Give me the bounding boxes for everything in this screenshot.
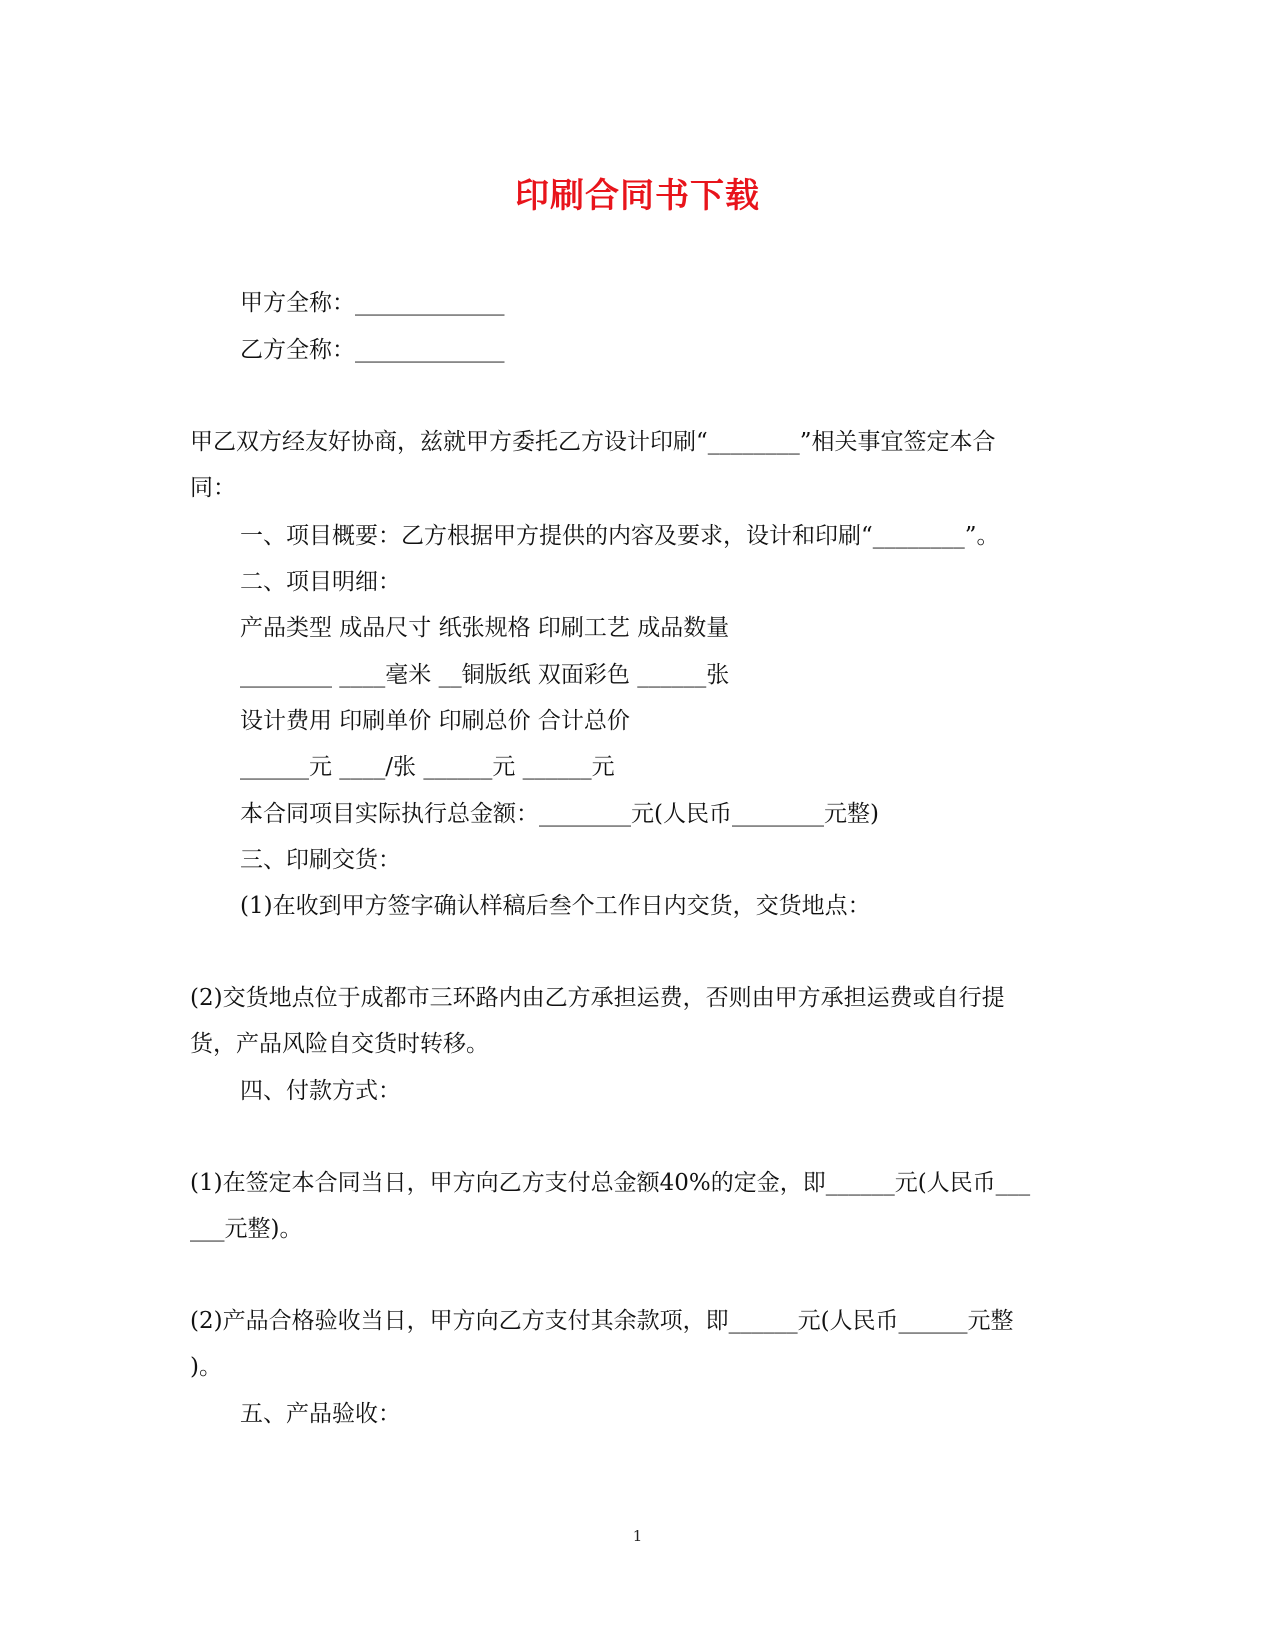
delivery-clause-2-line-1: (2)交货地点位于成都市三环路内由乙方承担运费，否则由甲方承担运费或自行提 bbox=[190, 985, 1005, 1011]
intro-paragraph-line-1: 甲乙双方经友好协商，兹就甲方委托乙方设计印刷“________”相关事宜签定本合 bbox=[190, 429, 996, 455]
section-2-heading: 二、项目明细： bbox=[240, 569, 401, 595]
price-table-values: ______元 ____/张 ______元 ______元 bbox=[240, 754, 615, 780]
party-b-name-line: 乙方全称：_____________ bbox=[240, 337, 505, 363]
intro-paragraph-line-2: 同： bbox=[190, 475, 236, 501]
party-a-name-line: 甲方全称：_____________ bbox=[240, 290, 505, 316]
section-1-overview: 一、项目概要：乙方根据甲方提供的内容及要求，设计和印刷“________”。 bbox=[240, 523, 1000, 549]
product-table-values: ________ ____毫米 __铜版纸 双面彩色 ______张 bbox=[240, 662, 730, 688]
section-4-heading: 四、付款方式： bbox=[240, 1078, 401, 1104]
delivery-clause-2-line-2: 货，产品风险自交货时转移。 bbox=[190, 1031, 489, 1057]
price-table-header: 设计费用 印刷单价 印刷总价 合计总价 bbox=[240, 708, 630, 734]
product-table-header: 产品类型 成品尺寸 纸张规格 印刷工艺 成品数量 bbox=[240, 615, 730, 641]
page-number: 1 bbox=[632, 1527, 643, 1545]
document-title: 印刷合同书下载 bbox=[515, 176, 760, 216]
delivery-clause-1: (1)在收到甲方签字确认样稿后叁个工作日内交货，交货地点： bbox=[240, 893, 871, 919]
payment-clause-1-line-2: ___元整)。 bbox=[190, 1216, 303, 1242]
section-3-heading: 三、印刷交货： bbox=[240, 847, 401, 873]
payment-clause-2-line-2: )。 bbox=[190, 1354, 222, 1380]
payment-clause-1-line-1: (1)在签定本合同当日，甲方向乙方支付总金额40%的定金，即______元(人民币___ bbox=[190, 1170, 1031, 1196]
payment-clause-2-line-1: (2)产品合格验收当日，甲方向乙方支付其余款项，即______元(人民币______元整 bbox=[190, 1308, 1014, 1334]
total-amount-line: 本合同项目实际执行总金额：________元(人民币________元整) bbox=[240, 801, 879, 827]
section-5-heading: 五、产品验收： bbox=[240, 1401, 401, 1427]
